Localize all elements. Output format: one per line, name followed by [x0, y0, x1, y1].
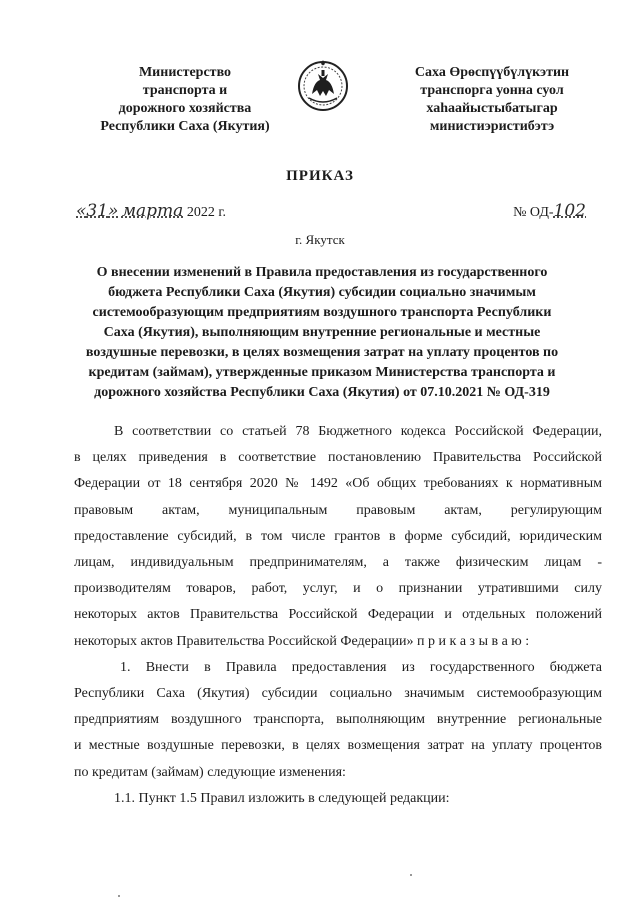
header-left-line: Республики Саха (Якутия) [100, 119, 270, 134]
item-1-line: и местные воздушные перевозки, в целях возмещения затрат на уплату процентов [74, 738, 602, 754]
preamble-line: некоторых актов Правительства Российской Федерации и отдельных положений [74, 607, 602, 623]
header-left-line: Министерство [138, 65, 232, 80]
date-open-quote: « [76, 201, 87, 221]
item-1-line: 1. Внести в Правила предоставления из государственного бюджета [120, 659, 602, 675]
subject-line: Саха (Якутия), выполняющим внутренние региональные и местные [103, 325, 541, 340]
header-right-line: транспорга уонна суол [420, 83, 564, 98]
item-1-1: 1.1. Пункт 1.5 Правил изложить в следующей редакции: [114, 790, 450, 806]
ministry-name-yakut [382, 64, 602, 136]
preamble-line: некоторых актов Правительства Российской Федерации» п р и к а з ы в а ю : [74, 633, 530, 649]
item-1-line: предприятиям воздушного транспорта, выполняющим внутренние региональные [74, 712, 602, 728]
order-number-value: 102 [553, 201, 586, 221]
document-title: ПРИКАЗ [286, 168, 354, 184]
scan-speck [118, 895, 120, 897]
ministry-name-russian [80, 64, 290, 136]
preamble-line: В соответствии со статьей 78 Бюджетного кодекса Российской Федерации, [114, 424, 602, 439]
city-of-issue: г. Якутск [295, 232, 345, 247]
preamble-line: правовым актам, муниципальным правовым актам, регулирующим [74, 502, 602, 518]
preamble-line: в целях приведения в соответствие постановлению Правительства Российской [74, 450, 602, 466]
preamble-line: предоставление субсидий, в том числе грантов в форме субсидий, юридическим [74, 528, 602, 544]
header-right-line: Саха Өрөспүүбүлүкэтин [414, 65, 570, 80]
subject-line: системообразующим предприятиям воздушного транспорта Республики [92, 305, 552, 320]
header-left-line: транспорта и [142, 83, 228, 98]
date-day: 31 [86, 201, 109, 221]
date-year: 2022 г. [186, 205, 226, 220]
order-subject [62, 263, 582, 403]
document-body [74, 419, 602, 812]
subject-line: воздушные перевозки, в целях возмещения затрат на уплату процентов по [85, 345, 559, 360]
header-right-line: хаһаайыстыбатыгар [426, 101, 558, 116]
date-close-quote: » [108, 201, 119, 221]
preamble-line: производителям товаров, работ, услуг, и о признании утратившими силу [74, 581, 602, 597]
coat-of-arms-icon [296, 56, 350, 116]
order-date [76, 201, 226, 221]
subject-line: кредитам (займам), утвержденные приказом Министерства транспорта и [88, 365, 556, 380]
order-number [513, 201, 586, 221]
date-month: марта [121, 201, 184, 221]
subject-line: дорожного хозяйства Республики Саха (Якутия) от 07.10.2021 № ОД-319 [94, 385, 550, 400]
subject-line: бюджета Республики Саха (Якутия) субсидии социально значимым [108, 285, 536, 300]
header-right-line: министиэристибэтэ [429, 119, 555, 134]
preamble-line: Федерации от 18 сентября 2020 № 1492 «Об общих требованиях к нормативным [74, 476, 602, 492]
preamble-line: лицам, индивидуальным предпринимателям, а также физическим лицам - [74, 555, 602, 571]
item-1-line: Республики Саха (Якутия) субсидии социально значимым системообразующим [74, 686, 602, 702]
date-number-row [76, 201, 586, 221]
item-1-line: по кредитам (займам) следующие изменения: [74, 764, 346, 780]
header-left-line: дорожного хозяйства [118, 101, 252, 116]
scan-speck [410, 874, 412, 876]
order-number-prefix: № ОД- [513, 205, 554, 220]
subject-line: О внесении изменений в Правила предоставления из государственного [96, 265, 548, 280]
